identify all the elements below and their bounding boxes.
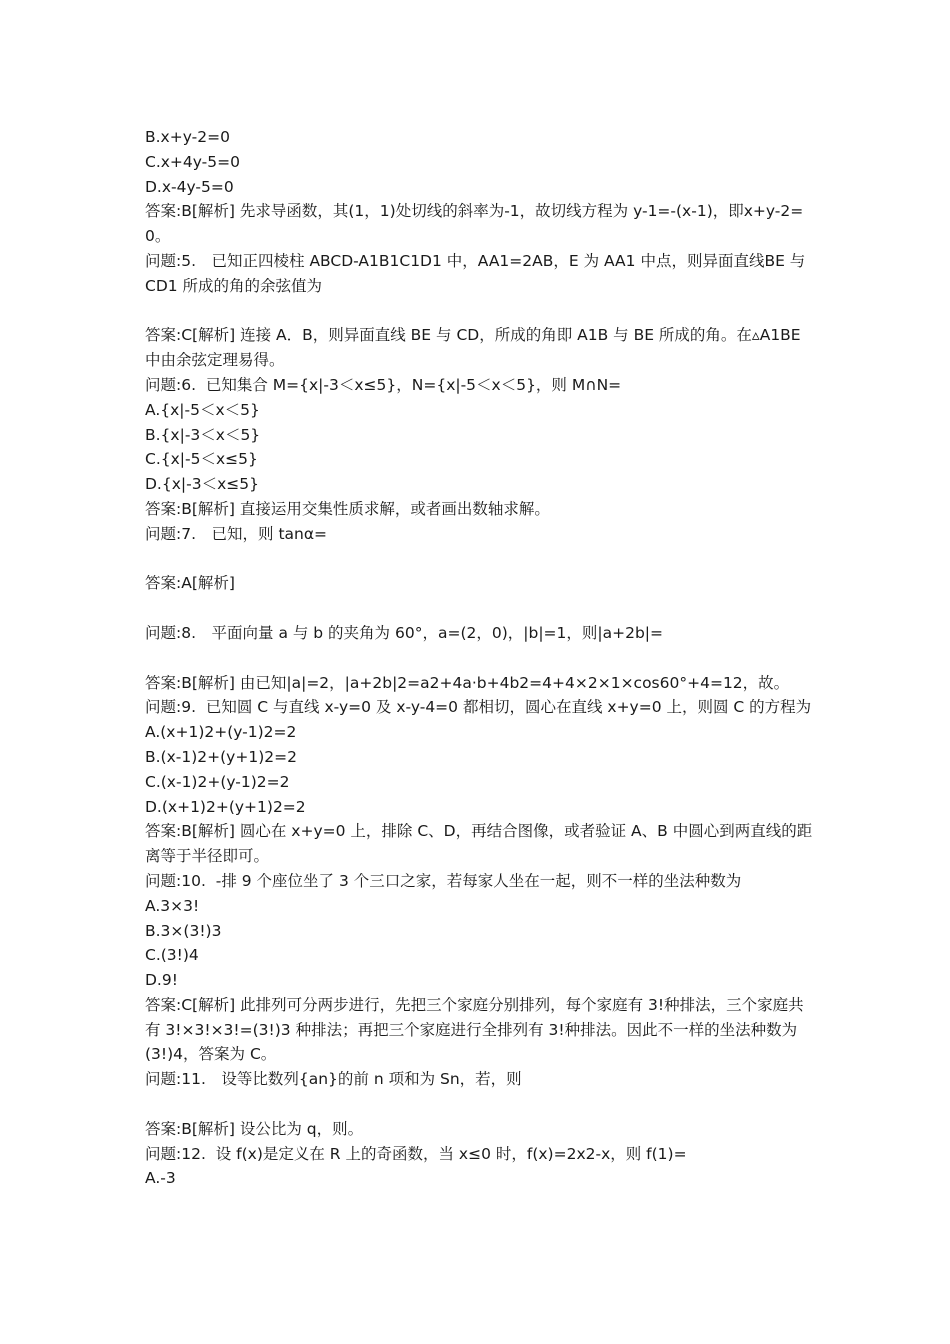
- option-line: D.(x+1)2+(y+1)2=2: [145, 797, 306, 816]
- option-line: C.x+4y-5=0: [145, 152, 240, 171]
- question-line: 问题:6. 已知集合 M={x|-3＜x≤5}，N={x|-5＜x＜5}，则 M∩N=: [145, 375, 622, 394]
- option-line: A.{x|-5＜x＜5}: [145, 400, 260, 419]
- question-line: 问题:7. 已知，则 tanα=: [145, 524, 328, 543]
- blank-line: [145, 299, 815, 324]
- blank-line: [145, 646, 815, 671]
- option-line: D.x-4y-5=0: [145, 177, 234, 196]
- answer-line: 答案:C[解析] 此排列可分两步进行，先把三个家庭分别排列，每个家庭有 3!种排法，三个家庭共有 3!×3!×3!=(3!)3 种排法；再把三个家庭进行全排列有 3!种排法。因此不一样的坐法种数为(3!)4，答案为 C。: [145, 995, 804, 1064]
- answer-line: 答案:B[解析] 先求导函数，其(1，1)处切线的斜率为-1，故切线方程为 y-1=-(x-1)，即x+y-2=0。: [145, 202, 804, 246]
- option-line: A.3×3!: [145, 896, 200, 915]
- question-line: 问题:10. -排 9 个座位坐了 3 个三口之家，若每家人坐在一起，则不一样的坐法种数为: [145, 871, 742, 890]
- question-line: 问题:12. 设 f(x)是定义在 R 上的奇函数，当 x≤0 时，f(x)=2x2-x，则 f(1)=: [145, 1144, 687, 1163]
- answer-line: 答案:B[解析] 由已知|a|=2，|a+2b|2=a2+4a·b+4b2=4+4×2×1×cos60°+4=12，故。: [145, 673, 790, 692]
- option-line: C.(x-1)2+(y-1)2=2: [145, 772, 290, 791]
- option-line: B.3×(3!)3: [145, 921, 222, 940]
- option-line: C.{x|-5＜x≤5}: [145, 450, 258, 469]
- answer-line: 答案:B[解析] 直接运用交集性质求解，或者画出数轴求解。: [145, 499, 550, 518]
- option-line: B.{x|-3＜x＜5}: [145, 425, 261, 444]
- question-line: 问题:11. 设等比数列{an}的前 n 项和为 Sn，若，则: [145, 1070, 522, 1089]
- option-line: A.(x+1)2+(y-1)2=2: [145, 723, 297, 742]
- blank-line: [145, 547, 815, 572]
- option-line: B.(x-1)2+(y+1)2=2: [145, 747, 297, 766]
- option-line: A.-3: [145, 1169, 176, 1188]
- option-line: C.(3!)4: [145, 946, 199, 965]
- option-line: D.{x|-3＜x≤5}: [145, 475, 259, 494]
- option-line: D.9!: [145, 971, 178, 990]
- question-line: 问题:9. 已知圆 C 与直线 x-y=0 及 x-y-4=0 都相切，圆心在直线 x+y=0 上，则圆 C 的方程为: [145, 698, 812, 717]
- blank-line: [145, 596, 815, 621]
- answer-line: 答案:C[解析] 连接 A．B，则异面直线 BE 与 CD，所成的角即 A1B 与 BE 所成的角。在▵A1BE 中由余弦定理易得。: [145, 326, 806, 370]
- blank-line: [145, 1092, 815, 1117]
- question-line: 问题:8. 平面向量 a 与 b 的夹角为 60°，a=(2，0)，|b|=1，则|a+2b|=: [145, 623, 664, 642]
- answer-line: 答案:A[解析]: [145, 574, 235, 593]
- answer-line: 答案:B[解析] 圆心在 x+y=0 上，排除 C、D，再结合图像，或者验证 A、B 中圆心到两直线的距离等于半径即可。: [145, 822, 813, 866]
- document-body: [145, 125, 815, 1191]
- question-line: 问题:5. 已知正四棱柱 ABCD-A1B1C1D1 中，AA1=2AB，E 为 AA1 中点，则异面直线BE 与 CD1 所成的角的余弦值为: [145, 251, 811, 295]
- option-line: B.x+y-2=0: [145, 128, 230, 146]
- answer-line: 答案:B[解析] 设公比为 q，则。: [145, 1119, 364, 1138]
